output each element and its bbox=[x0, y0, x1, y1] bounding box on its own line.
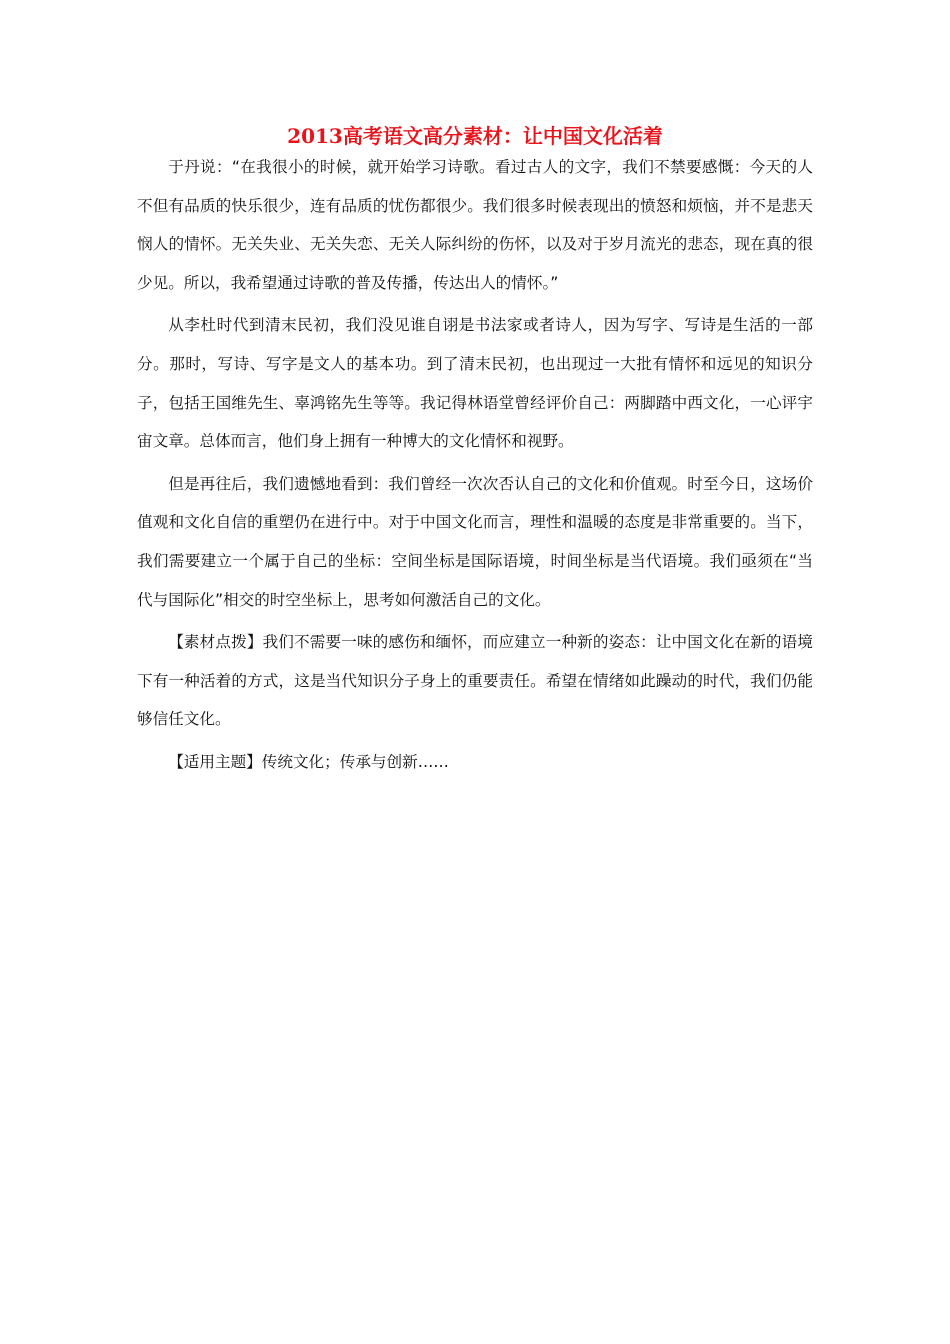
paragraph-li-du-era: 从李杜时代到清末民初，我们没见谁自诩是书法家或者诗人，因为写字、写诗是生活的一部分。那时，写诗、写字是文人的基本功。到了清末民初，也出现过一大批有情怀和远见的知识分子，包括王国维先生、辜鸿铭先生等等。我记得林语堂曾经评价自己：两脚踏中西文化，一心评宇宙文章。总体而言，他们身上拥有一种博大的文化情怀和视野。 bbox=[137, 316, 813, 451]
document-title: 2013高考语文高分素材：让中国文化活着 bbox=[287, 124, 663, 148]
paragraph-cultural-confidence: 但是再往后，我们遗憾地看到：我们曾经一次次否认自己的文化和价值观。时至今日，这场价值观和文化自信的重塑仍在进行中。对于中国文化而言，理性和温暖的态度是非常重要的。当下，我们需要建立一个属于自己的坐标：空间坐标是国际语境，时间坐标是当代语境。我们亟须在“当代与国际化”相交的时空坐标上，思考如何激活自己的文化。 bbox=[137, 474, 813, 609]
paragraph-material-commentary: 【素材点拨】我们不需要一味的感伤和缅怀，而应建立一种新的姿态：让中国文化在新的语境下有一种活着的方式，这是当代知识分子身上的重要责任。希望在情绪如此躁动的时代，我们仍能够信任文化。 bbox=[137, 633, 813, 729]
paragraph-yu-dan-quote: 于丹说：“在我很小的时候，就开始学习诗歌。看过古人的文字，我们不禁要感慨：今天的人不但有品质的快乐很少，连有品质的忧伤都很少。我们很多时候表现出的愤怒和烦恼，并不是悲天悯人的情怀。无关失业、无关失恋、无关人际纠纷的伤怀，以及对于岁月流光的悲态，现在真的很少见。所以，我希望通过诗歌的普及传播，传达出人的情怀。” bbox=[137, 158, 813, 292]
document-body bbox=[137, 148, 813, 786]
paragraph-applicable-themes: 【适用主题】传统文化；传承与创新…… bbox=[168, 752, 449, 771]
